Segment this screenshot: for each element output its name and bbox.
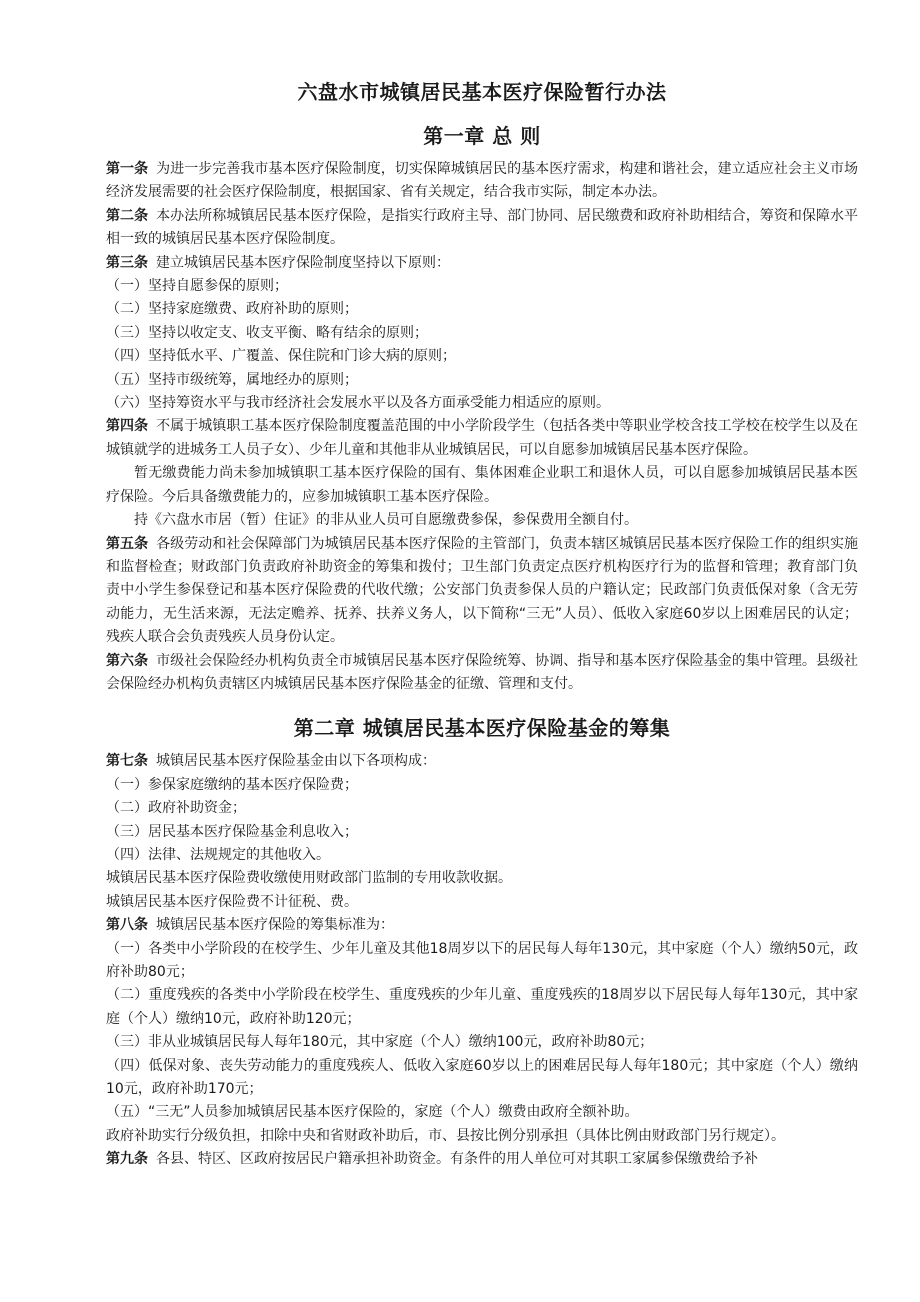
paragraph-text: 各级劳动和社会保障部门为城镇居民基本医疗保险的主管部门，负责本辖区城镇居民基本医疗保险工作的组织实施和监督检查；财政部门负责政府补助资金的筹集和拨付；卫生部门负责定点医疗机构医疗行为的监督和管理；教育部门负责中小学生参保登记和基本医疗保险费的代收代缴；公安部门负责参保人员的户籍认定；民政部门负责低保对象（含无劳动能力，无生活来源，无法定赡养、抚养、扶养义务人，以下简称“三无”人员）、低收入家庭60岁以上困难居民的认定；残疾人联合会负责残疾人员身份认定。 (106, 535, 859, 646)
paragraph-text: 各县、特区、区政府按居民户籍承担补助资金。有条件的用人单位可对其职工家属参保缴费给予补 (156, 1151, 758, 1168)
paragraph (106, 797, 858, 820)
article-paragraph (106, 533, 858, 650)
paragraph-text: （三）坚持以收定支、收支平衡、略有结余的原则； (106, 324, 428, 341)
paragraph (106, 275, 858, 298)
paragraph (106, 1055, 858, 1102)
article-label: 第八条 (106, 917, 148, 934)
article-label: 第三条 (106, 254, 148, 271)
paragraph-text: 建立城镇居民基本医疗保险制度坚持以下原则： (156, 254, 450, 271)
paragraph (106, 462, 858, 509)
paragraph (106, 1125, 858, 1148)
paragraph (106, 392, 858, 415)
article-paragraph (106, 1148, 858, 1171)
chapter-2 (106, 714, 858, 1171)
article-label: 第四条 (106, 418, 149, 435)
article-paragraph (106, 750, 858, 773)
paragraph (106, 938, 858, 985)
paragraph (106, 1101, 858, 1124)
paragraph-text: （五）坚持市级统筹，属地经办的原则； (106, 371, 358, 388)
paragraph (106, 298, 858, 321)
paragraph-text: （四）坚持低水平、广覆盖、保住院和门诊大病的原则； (106, 348, 456, 365)
paragraph (106, 891, 858, 914)
chapter-1 (106, 122, 858, 696)
paragraph-text: 城镇居民基本医疗保险的筹集标准为： (156, 917, 394, 934)
paragraph (106, 369, 858, 392)
article-label: 第一条 (106, 161, 149, 177)
article-label: 第五条 (106, 535, 149, 552)
paragraph-text: 暂无缴费能力尚未参加城镇职工基本医疗保险的国有、集体困难企业职工和退休人员，可以自愿参加城镇居民基本医疗保险。今后具备缴费能力的，应参加城镇职工基本医疗保险。 (106, 465, 858, 505)
article-label: 第二条 (106, 207, 149, 224)
paragraph-text: 为进一步完善我市基本医疗保险制度，切实保障城镇居民的基本医疗需求，构建和谐社会，建立适应社会主义市场经济发展需要的社会医疗保险制度，根据国家、省有关规定，结合我市实际，制定本办法。 (106, 161, 859, 201)
chapter-title: 第一章 总 则 (423, 124, 541, 148)
paragraph-text: （四）法律、法规规定的其他收入。 (106, 846, 330, 863)
paragraph-text: （一）各类中小学阶段的在校学生、少年儿童及其他18周岁以下的居民每人每年130元，其中家庭（个人）缴纳50元，政府补助80元； (106, 940, 858, 980)
paragraph-text: 市级社会保险经办机构负责全市城镇居民基本医疗保险统筹、协调、指导和基本医疗保险基金的集中管理。县级社会保险经办机构负责辖区内城镇居民基本医疗保险基金的征缴、管理和支付。 (106, 652, 859, 692)
paragraph-text: （二）重度残疾的各类中小学阶段在校学生、重度残疾的少年儿童、重度残疾的18周岁以下居民每人每年130元，其中家庭（个人）缴纳10元，政府补助120元； (106, 987, 858, 1027)
paragraph-text: （一）坚持自愿参保的原则； (106, 278, 288, 295)
paragraph (106, 867, 858, 890)
paragraph (106, 844, 858, 867)
document-page (106, 0, 858, 1172)
article-label: 第七条 (106, 753, 148, 770)
paragraph-text: （二）政府补助资金； (106, 800, 246, 817)
article-paragraph (106, 252, 858, 275)
paragraph-text: 政府补助实行分级负担，扣除中央和省财政补助后，市、县按比例分别承担（具体比例由财政部门另行规定）。 (106, 1127, 785, 1144)
paragraph (106, 509, 858, 532)
chapter-title: 第二章 城镇居民基本医疗保险基金的筹集 (293, 716, 671, 741)
paragraph-text: （三）居民基本医疗保险基金利息收入； (106, 823, 358, 840)
chapter-body (106, 750, 858, 1171)
article-paragraph (106, 205, 858, 252)
paragraph (106, 821, 858, 844)
article-paragraph (106, 914, 858, 937)
paragraph-text: （二）坚持家庭缴费、政府补助的原则； (106, 301, 358, 318)
paragraph (106, 984, 858, 1031)
paragraph-text: 城镇居民基本医疗保险费收缴使用财政部门监制的专用收款收据。 (106, 870, 512, 887)
paragraph-text: （三）非从业城镇居民每人每年180元，其中家庭（个人）缴纳100元，政府补助80元； (106, 1034, 654, 1051)
paragraph-text: （六）坚持筹资水平与我市经济社会发展水平以及各方面承受能力相适应的原则。 (106, 395, 610, 412)
paragraph-text: 城镇居民基本医疗保险费不计征税、费。 (106, 893, 358, 910)
document-title: 六盘水市城镇居民基本医疗保险暂行办法 (297, 80, 667, 104)
article-paragraph (106, 158, 858, 205)
paragraph (106, 322, 858, 345)
paragraph-text: 本办法所称城镇居民基本医疗保险，是指实行政府主导、部门协同、居民缴费和政府补助相结合，筹资和保障水平相一致的城镇居民基本医疗保险制度。 (106, 207, 859, 248)
paragraph-text: 持《六盘水市居（暂）住证》的非从业人员可自愿缴费参保，参保费用全额自付。 (134, 512, 638, 529)
paragraph-text: 城镇居民基本医疗保险基金由以下各项构成： (156, 753, 436, 770)
chapter-body (106, 158, 858, 696)
paragraph (106, 1031, 858, 1054)
article-paragraph (106, 415, 858, 462)
article-label: 第六条 (106, 652, 149, 669)
article-paragraph (106, 650, 858, 697)
paragraph-text: （五）“三无”人员参加城镇居民基本医疗保险的，家庭（个人）缴费由政府全额补助。 (106, 1104, 639, 1121)
article-label: 第九条 (106, 1151, 148, 1168)
paragraph-text: （一）参保家庭缴纳的基本医疗保险费； (106, 776, 358, 793)
paragraph (106, 774, 858, 797)
paragraph (106, 345, 858, 368)
paragraph-text: （四）低保对象、丧失劳动能力的重度残疾人、低收入家庭60岁以上的困难居民每人每年180元；其中家庭（个人）缴纳10元，政府补助170元； (106, 1057, 858, 1098)
paragraph-text: 不属于城镇职工基本医疗保险制度覆盖范围的中小学阶段学生（包括各类中等职业学校含技工学校在校学生以及在城镇就学的进城务工人员子女）、少年儿童和其他非从业城镇居民，可以自愿参加城镇居民基本医疗保险。 (106, 418, 859, 458)
